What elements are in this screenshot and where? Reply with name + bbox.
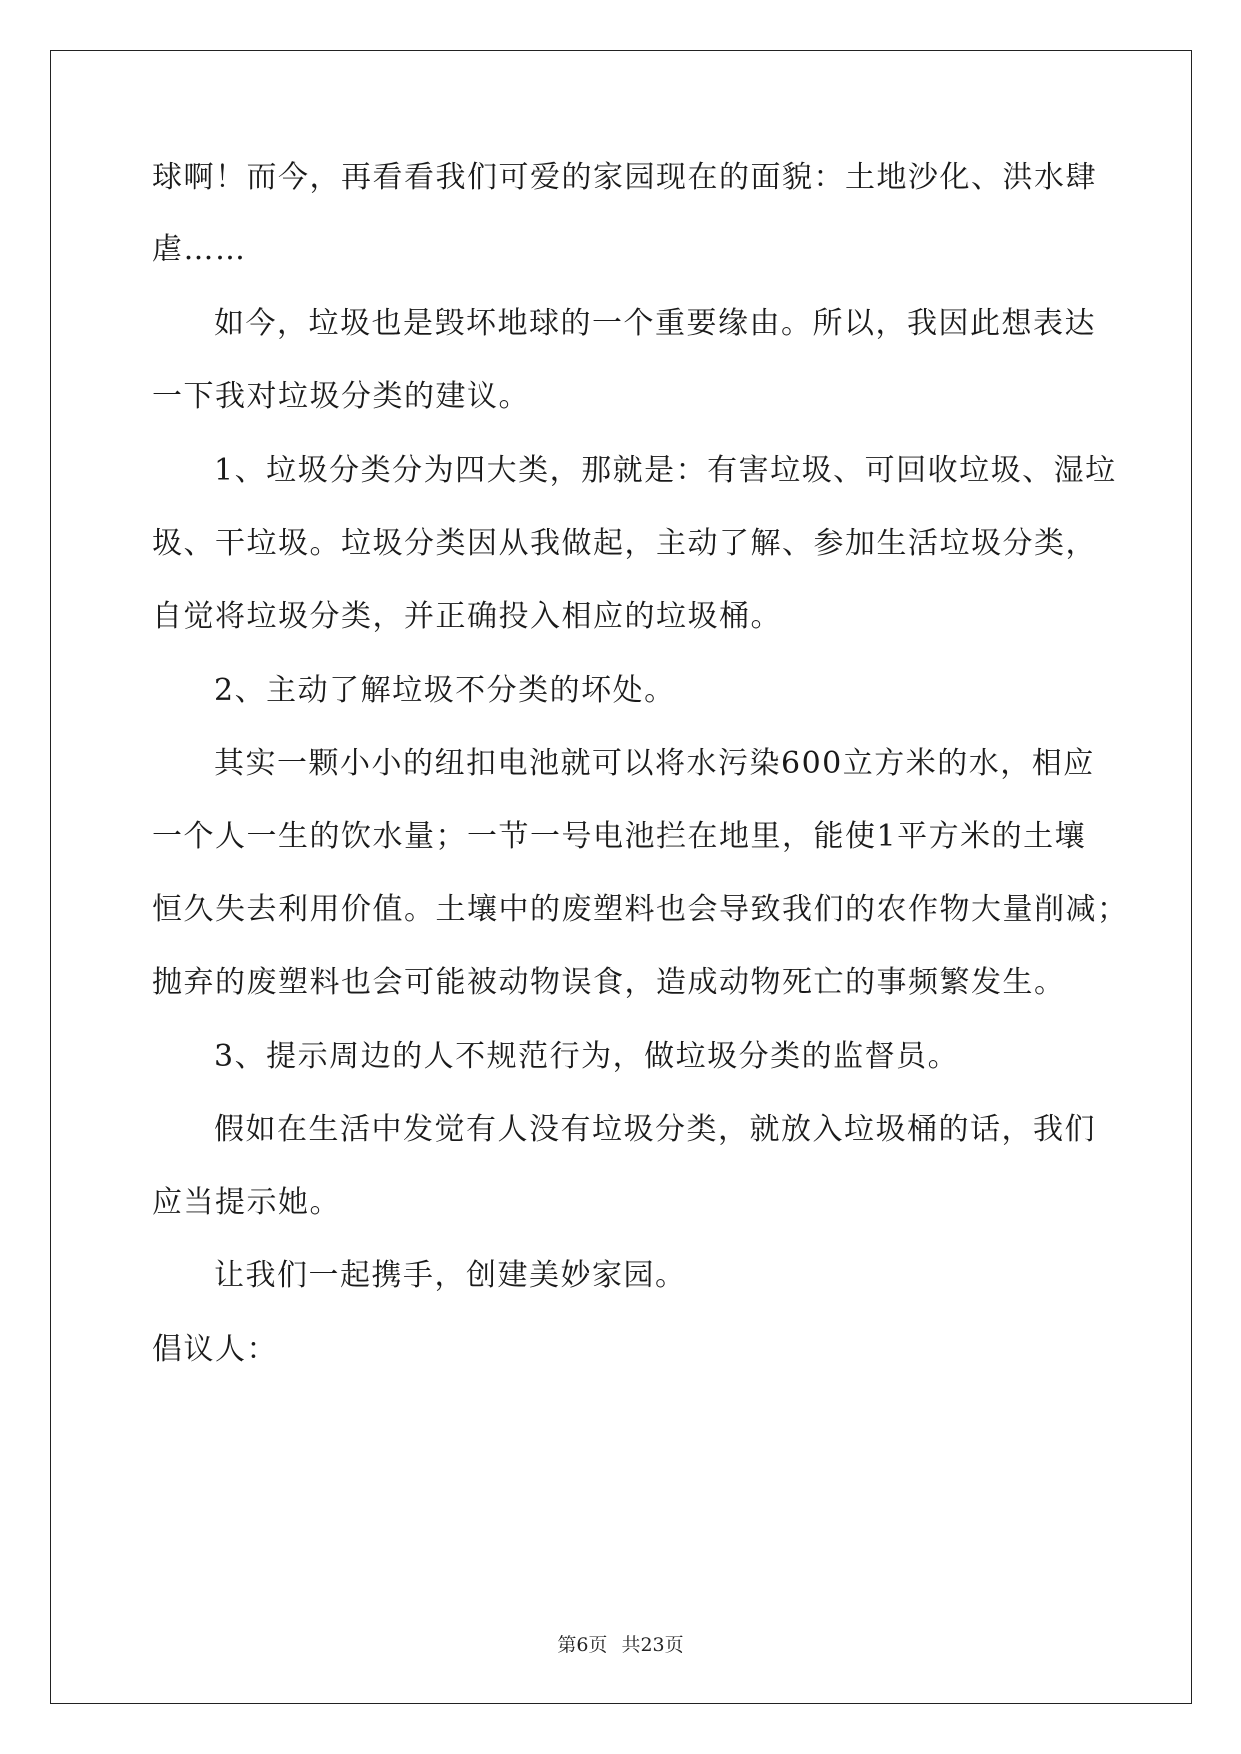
- text-line: 一下我对垃圾分类的建议。: [152, 379, 530, 414]
- text-line: 自觉将垃圾分类，并正确投入相应的垃圾桶。: [152, 599, 782, 634]
- text-line: 让我们一起携手，创建美妙家园。: [214, 1258, 687, 1293]
- text-line: 抛弃的废塑料也会可能被动物误食，造成动物死亡的事频繁发生。: [152, 965, 1066, 1000]
- text-line: 1、垃圾分类分为四大类，那就是：有害垃圾、可回收垃圾、湿垃: [214, 453, 1117, 488]
- text-line: 一个人一生的饮水量；一节一号电池拦在地里，能使1平方米的土壤: [152, 819, 1087, 854]
- page-border: [50, 50, 1192, 1704]
- text-line: 其实一颗小小的纽扣电池就可以将水污染600立方米的水，相应: [214, 746, 1095, 781]
- text-line: 球啊！而今，再看看我们可爱的家园现在的面貌：土地沙化、洪水肆: [152, 160, 1097, 195]
- page-footer: [0, 1630, 1241, 1657]
- page-number: 第6页: [557, 1634, 608, 1656]
- text-line: 恒久失去利用价值。土壤中的废塑料也会导致我们的农作物大量削减；: [152, 892, 1129, 927]
- text-line: 应当提示她。: [152, 1185, 341, 1220]
- text-line: 圾、干垃圾。垃圾分类因从我做起，主动了解、参加生活垃圾分类，: [152, 526, 1097, 561]
- text-line: 假如在生活中发觉有人没有垃圾分类，就放入垃圾桶的话，我们: [214, 1112, 1096, 1147]
- text-line: 虐……: [152, 232, 247, 267]
- text-line: 2、主动了解垃圾不分类的坏处。: [214, 673, 676, 708]
- text-line: 如今，垃圾也是毁坏地球的一个重要缘由。所以，我因此想表达: [214, 306, 1096, 341]
- text-line: 3、提示周边的人不规范行为，做垃圾分类的监督员。: [214, 1039, 960, 1074]
- page-total: 共23页: [621, 1634, 684, 1656]
- text-line: 倡议人：: [152, 1332, 278, 1367]
